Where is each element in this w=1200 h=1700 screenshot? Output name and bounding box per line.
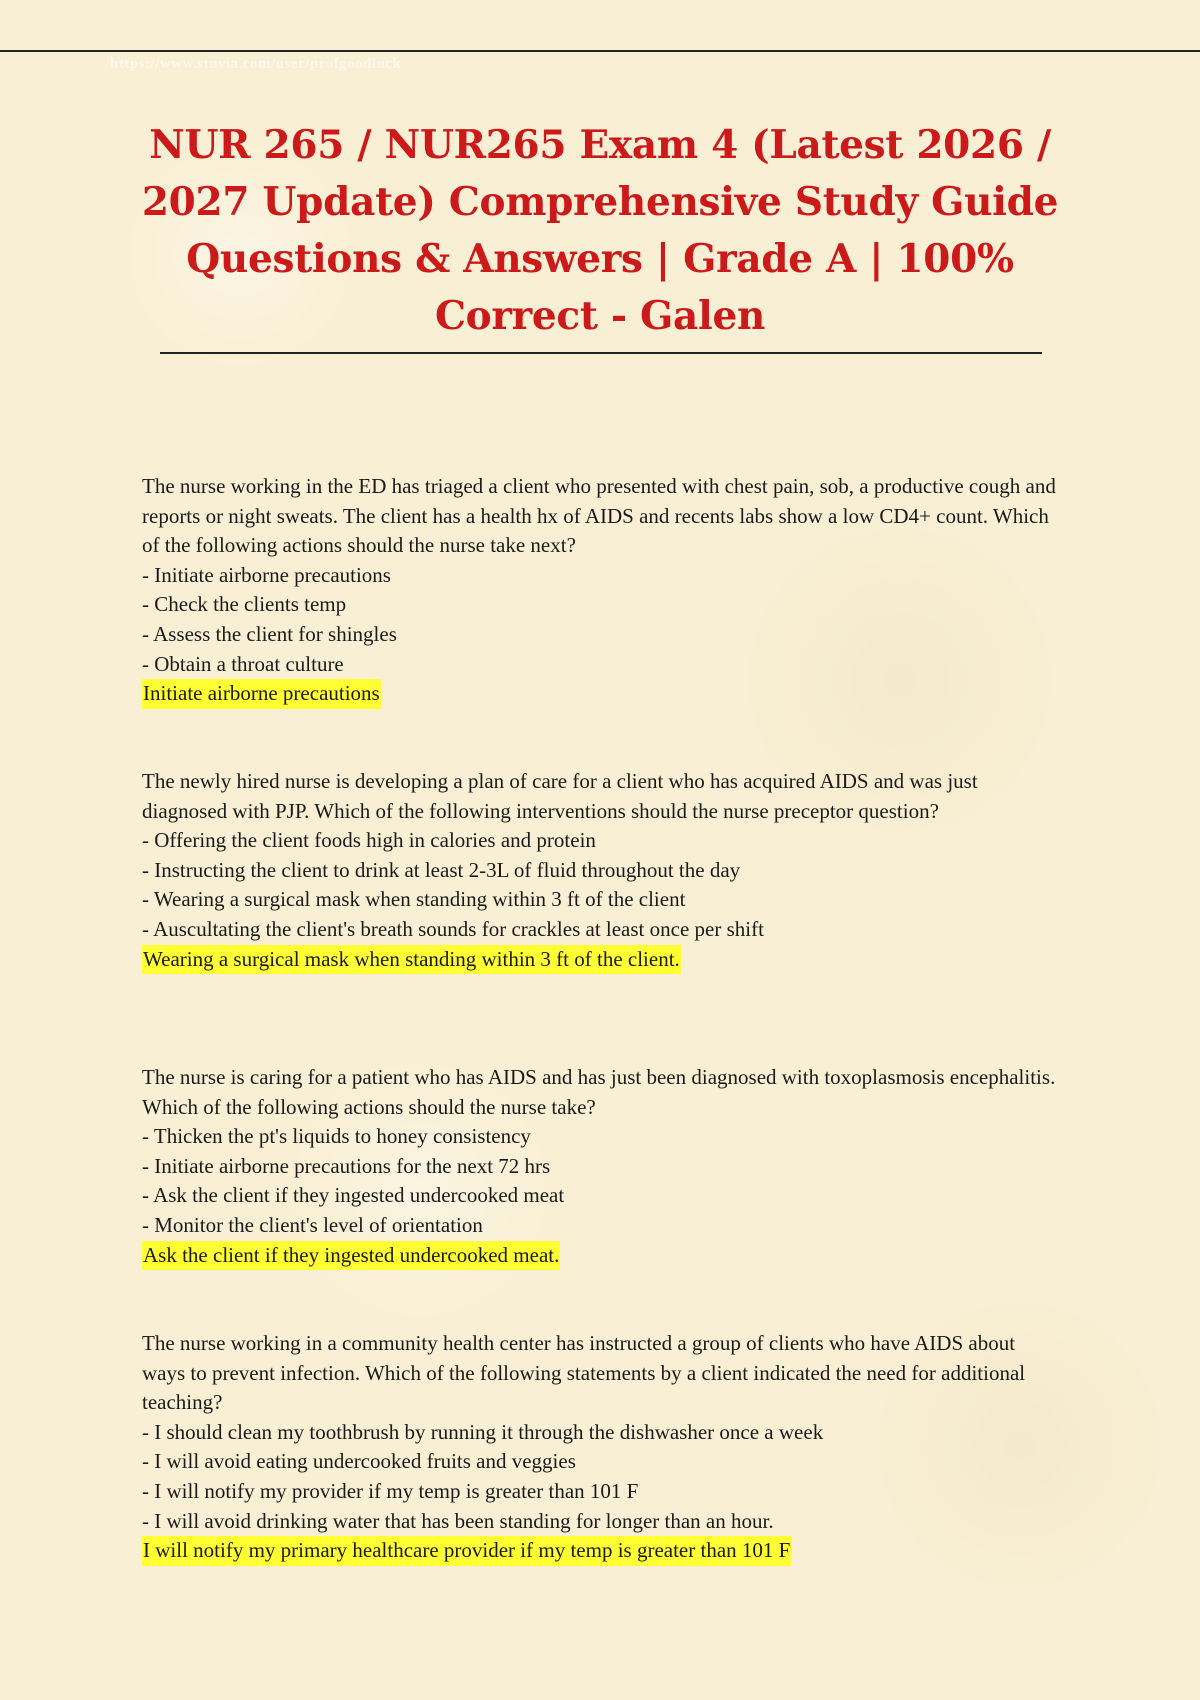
option-list — [142, 561, 1062, 679]
option-list — [142, 1418, 1062, 1536]
option-item: - I will avoid eating undercooked fruits and veggies — [142, 1449, 576, 1474]
option-item: - Offering the client foods high in calories and protein — [142, 828, 596, 853]
option-list — [142, 826, 1062, 944]
answer-highlight: Ask the client if they ingested undercooked meat. — [142, 1241, 560, 1271]
option-item: - Initiate airborne precautions for the next 72 hrs — [142, 1153, 551, 1178]
option-item: - Initiate airborne precautions — [142, 562, 391, 587]
option-item: - Monitor the client's level of orientation — [142, 1212, 483, 1237]
answer-highlight: Initiate airborne precautions — [142, 679, 381, 709]
answer-highlight: Wearing a surgical mask when standing within 3 ft of the client. — [142, 945, 681, 975]
question-text: The newly hired nurse is developing a plan of care for a client who has acquired AIDS and was just diagnosed with PJP. Which of the following interventions should the nurse preceptor question? — [142, 769, 978, 823]
watermark-url: https://www.stuvia.com/user/profgoodluck — [110, 56, 402, 72]
option-item: - Check the clients temp — [142, 592, 347, 617]
top-divider — [0, 50, 1200, 52]
question-block-1 — [142, 472, 1062, 709]
option-item: - I will notify my provider if my temp is greater than 101 F — [142, 1478, 639, 1503]
option-item: - Wearing a surgical mask when standing within 3 ft of the client — [142, 887, 686, 912]
option-item: - Ask the client if they ingested undercooked meat — [142, 1183, 565, 1208]
document-title: NUR 265 / NUR265 Exam 4 (Latest 2026 / 2027 Update) Comprehensive Study Guide Questions & Answers | Grade A | 100% Correct - Galen — [141, 122, 1059, 339]
question-text: The nurse working in a community health center has instructed a group of clients who have AIDS about ways to prevent infection. Which of the following statements by a client indicated the need for additional teaching? — [142, 1331, 1026, 1415]
question-block-2 — [142, 767, 1062, 974]
option-item: - Obtain a throat culture — [142, 651, 344, 676]
question-block-3 — [142, 1063, 1062, 1270]
option-item: - Auscultating the client's breath sounds for crackles at least once per shift — [142, 916, 764, 941]
question-text: The nurse working in the ED has triaged a client who presented with chest pain, sob, a productive cough and reports or night sweats. The client has a health hx of AIDS and recents labs show a low CD4+ count. Which of the following actions should the nurse take next? — [142, 474, 1056, 558]
question-text: The nurse is caring for a patient who has AIDS and has just been diagnosed with toxoplasmosis encephalitis. Which of the following actions should the nurse take? — [142, 1065, 1056, 1119]
option-item: - I should clean my toothbrush by running it through the dishwasher once a week — [142, 1419, 824, 1444]
option-item: - Instructing the client to drink at least 2-3L of fluid throughout the day — [142, 857, 741, 882]
option-list — [142, 1122, 1062, 1240]
answer-highlight: I will notify my primary healthcare provider if my temp is greater than 101 F — [142, 1536, 791, 1566]
option-item: - Thicken the pt's liquids to honey consistency — [142, 1124, 531, 1149]
option-item: - Assess the client for shingles — [142, 621, 397, 646]
option-item: - I will avoid drinking water that has been standing for longer than an hour. — [142, 1508, 774, 1533]
title-divider — [160, 352, 1042, 354]
question-block-4 — [142, 1329, 1062, 1566]
